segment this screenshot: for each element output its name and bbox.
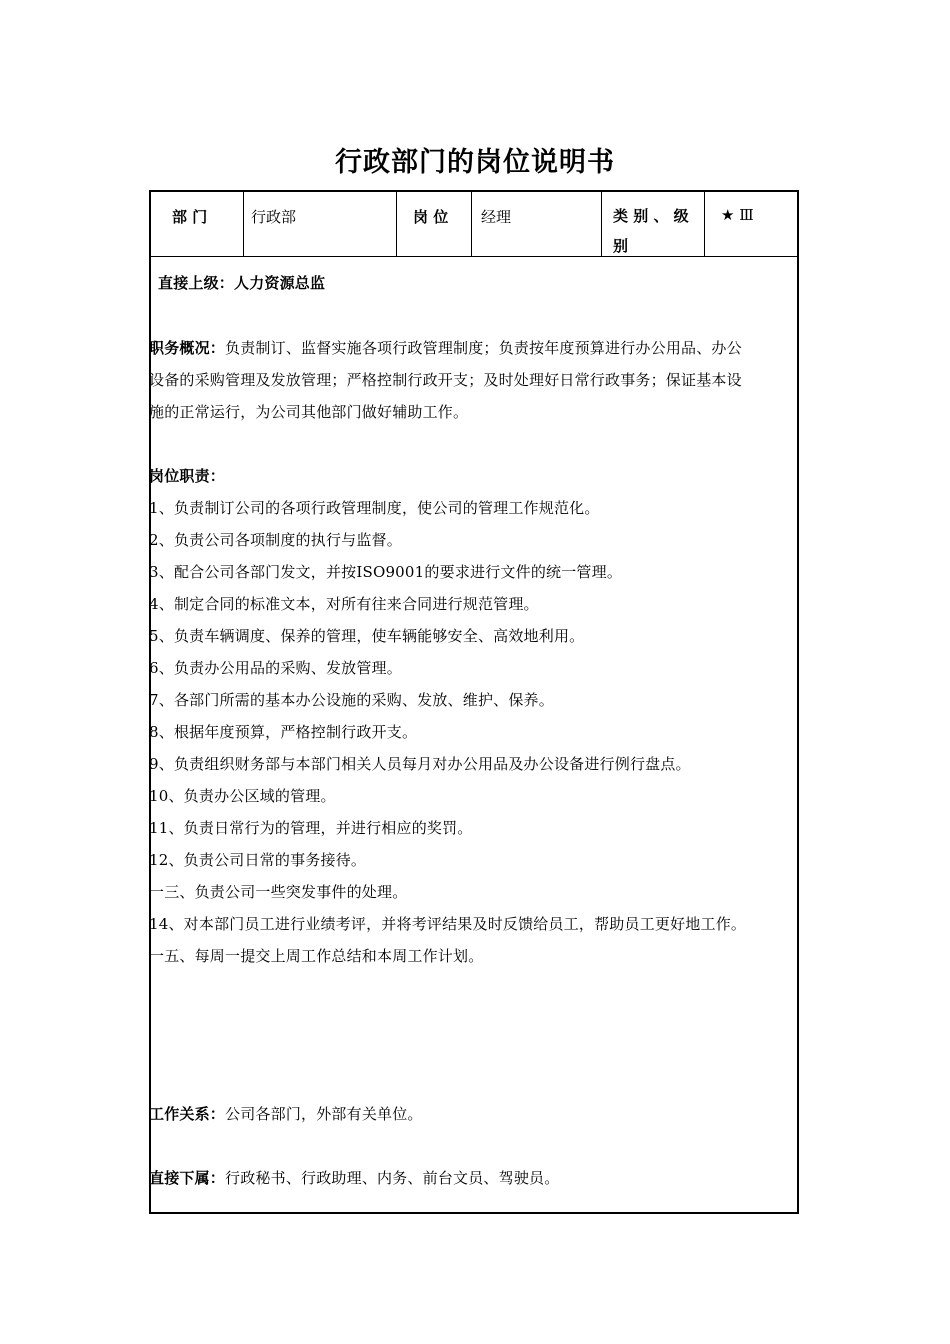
column-divider bbox=[471, 192, 472, 256]
direct-subordinates bbox=[149, 1167, 559, 1188]
duty-item: 一五、每周一提交上周工作总结和本周工作计划。 bbox=[149, 947, 484, 965]
work-relations-label: 工作关系： bbox=[149, 1105, 226, 1123]
duty-item: 一三、负责公司一些突发事件的处理。 bbox=[149, 883, 408, 901]
post-value: 经理 bbox=[481, 208, 512, 226]
overview-label: 职务概况： bbox=[149, 339, 226, 357]
duty-item: 11、负责日常行为的管理，并进行相应的奖罚。 bbox=[149, 819, 473, 837]
duty-item: 4、制定合同的标准文本，对所有往来合同进行规范管理。 bbox=[149, 595, 539, 613]
duties-label: 岗位职责： bbox=[149, 467, 226, 485]
work-relations-text: 公司各部门，外部有关单位。 bbox=[225, 1105, 423, 1123]
duty-item: 9、负责组织财务部与本部门相关人员每月对办公用品及办公设备进行例行盘点。 bbox=[149, 755, 691, 773]
duty-item: 6、负责办公用品的采购、发放管理。 bbox=[149, 659, 402, 677]
duty-item: 2、负责公司各项制度的执行与监督。 bbox=[149, 531, 402, 549]
direct-superior: 直接上级：人力资源总监 bbox=[158, 274, 326, 292]
duty-item: 8、根据年度预算，严格控制行政开支。 bbox=[149, 723, 418, 741]
overview-line-3: 施的正常运行，为公司其他部门做好辅助工作。 bbox=[149, 403, 469, 421]
duty-item: 1、负责制订公司的各项行政管理制度，使公司的管理工作规范化。 bbox=[149, 499, 600, 517]
duty-item: 5、负责车辆调度、保养的管理，使车辆能够安全、高效地利用。 bbox=[149, 627, 585, 645]
dept-label: 部 门 bbox=[172, 208, 208, 226]
post-label: 岗 位 bbox=[413, 208, 449, 226]
overview-line-2: 设备的采购管理及发放管理；严格控制行政开支；及时处理好日常行政事务；保证基本设 bbox=[149, 371, 742, 389]
direct-subordinates-label: 直接下属： bbox=[149, 1169, 226, 1187]
job-description-table bbox=[149, 190, 799, 1214]
document-title: 行政部门的岗位说明书 bbox=[335, 147, 615, 178]
column-divider bbox=[601, 192, 602, 256]
dept-value: 行政部 bbox=[251, 208, 297, 226]
grade-label-line1: 类 别 、 级 bbox=[613, 207, 689, 225]
column-divider bbox=[704, 192, 705, 256]
column-divider bbox=[396, 192, 397, 256]
overview-line-1: 职务概况：负责制订、监督实施各项行政管理制度；负责按年度预算进行办公用品、办公 bbox=[149, 339, 742, 357]
grade-label bbox=[613, 201, 697, 261]
work-relations bbox=[149, 1103, 423, 1124]
duty-item: 10、负责办公区域的管理。 bbox=[149, 787, 336, 805]
duty-item: 3、配合公司各部门发文，并按ISO9001的要求进行文件的统一管理。 bbox=[149, 563, 623, 581]
duty-item: 14、对本部门员工进行业绩考评，并将考评结果及时反馈给员工，帮助员工更好地工作。 bbox=[149, 915, 747, 933]
duty-item: 12、负责公司日常的事务接待。 bbox=[149, 851, 367, 869]
header-row-divider bbox=[151, 256, 797, 257]
column-divider bbox=[243, 192, 244, 256]
duty-item: 7、各部门所需的基本办公设施的采购、发放、维护、保养。 bbox=[149, 691, 554, 709]
grade-label-line2: 别 bbox=[613, 237, 629, 255]
direct-subordinates-text: 行政秘书、行政助理、内务、前台文员、驾驶员。 bbox=[225, 1169, 560, 1187]
grade-value: ★ Ⅲ bbox=[721, 206, 754, 224]
